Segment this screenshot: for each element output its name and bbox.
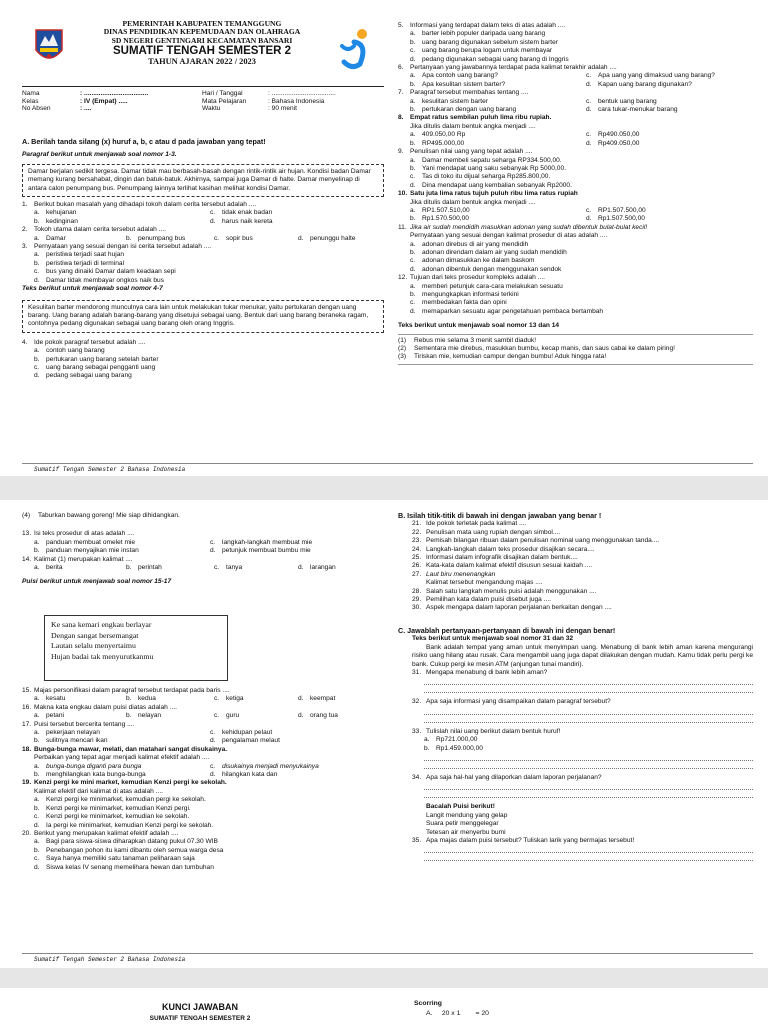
- option[interactable]: bentuk uang barang: [598, 97, 657, 105]
- question-3: 3. Pernyataan yang sesuai dengan isi cerita tersebut adalah ....: [22, 243, 212, 251]
- q17-options: a. pekerjaan nelayan c. kehidupan pelaut b. sulitnya mencari ikan d. pengalaman melaut: [22, 729, 384, 746]
- question-13: 13. Isi teks prosedur di atas adalah ....: [22, 530, 135, 538]
- question-6: 6. Pertanyaan yang jawabannya terdapat pada kalimat terakhir adalah ....: [398, 64, 617, 72]
- header-line2: DINAS PENDIDIKAN KEPEMUDAAN DAN OLAHRAGA: [103, 27, 301, 37]
- poem-scroll: [44, 615, 228, 681]
- poem2-line: Tetesan air menyerbu bumi: [426, 828, 506, 836]
- option[interactable]: b. mengungkapkan informasi terkini: [410, 291, 519, 298]
- option[interactable]: d. memaparkan sesuatu agar pengetahuan pembaca bertambah: [410, 307, 604, 315]
- option[interactable]: pekerjaan nelayan: [46, 729, 100, 737]
- step-item: (2) Sementara mie direbus, masukkan bumbu, kecap manis, dan saus cabai ke dalam piring!: [398, 345, 675, 353]
- question-20: 20. Berikut yang merupakan kalimat efektif adalah ....: [22, 829, 179, 837]
- option: a. Rp721.000,00: [424, 736, 478, 744]
- poem-title: Puisi berikut untuk menjawab soal nomor 15-17: [22, 578, 172, 586]
- label-kelas: Kelas: [22, 97, 39, 105]
- poem2-title: Bacalah Puisi berikut!: [426, 803, 495, 811]
- footer-divider: [22, 953, 753, 954]
- fill-item: 29. Pemilihan kata dalam puisi disebut juga ....: [412, 596, 551, 604]
- option[interactable]: Damar: [46, 234, 66, 242]
- question-16: 16. Makna kata engkau dalam puisi diatas adalah ....: [22, 703, 177, 711]
- poem2-line: Suara petir menggelegar: [426, 820, 499, 828]
- option[interactable]: hilangkan kata dan: [222, 771, 278, 779]
- field-hari[interactable]: : ...................................: [268, 90, 336, 97]
- procedure-steps: [398, 334, 753, 365]
- q14-options: a. berita b. perintah c. tanya d. larangan: [22, 564, 384, 572]
- page2-left-column: [22, 512, 384, 587]
- section-b-list: [398, 520, 753, 612]
- poem2-line: Langit mendung yang gelap: [426, 811, 508, 819]
- poem2: [412, 803, 753, 837]
- temanggung-crest-icon: [34, 26, 64, 66]
- option[interactable]: kedinginan: [46, 217, 78, 225]
- option[interactable]: petunjuk membuat bumbu mie: [222, 547, 311, 555]
- question-12: 12. Tujuan dari teks prosedur kompleks adalah ....: [398, 274, 545, 282]
- section-c-heading: C. Jawablah pertanyaan-pertanyaan di bawah ini dengan benar!: [398, 625, 616, 635]
- option[interactable]: c. Kenzi pergi ke minimarket, kemudian ke sekolah.: [34, 813, 190, 821]
- letterhead: [22, 20, 384, 84]
- question-9: 9. Penulisan nilai uang yang tepat adalah ....: [398, 148, 533, 156]
- option[interactable]: larangan: [310, 564, 336, 572]
- option[interactable]: d. Dina mendapat uang kembalian sebanyak Rp2000.: [410, 181, 572, 189]
- option[interactable]: d. pedang digunakan sebagai uang barang di Inggris: [410, 55, 569, 63]
- option[interactable]: b. pertukaran uang barang setelah barter: [34, 355, 159, 363]
- field-mapel: : Bahasa Indonesia: [268, 97, 325, 105]
- option[interactable]: kesulitan sistem barter: [422, 97, 488, 105]
- option[interactable]: cara tukar-menukar barang: [598, 106, 678, 114]
- page-gap: [0, 968, 768, 988]
- question-1: 1. Berikut bukan masalah yang dihadapi tokoh dalam cerita tersebut adalah ....: [22, 201, 257, 209]
- scoring-a: A. 20 x 1 = 20: [426, 1010, 489, 1017]
- question-10: 10. Satu juta lima ratus tujuh puluh ribu lima ratus rupiah: [398, 190, 578, 198]
- q6-options: a. Apa contoh uang barang? c. Apa uang yang dimaksud uang barang? b. Apa kesulitan sistem barter? d. Kapan uang barang digunakan?: [398, 72, 753, 89]
- option[interactable]: a. contoh uang barang: [34, 347, 105, 355]
- field-absen[interactable]: : ....: [80, 105, 92, 113]
- option[interactable]: b. Penebangan pohon itu kami dibantu oleh semua warga desa: [34, 846, 224, 854]
- option[interactable]: c. adonan dimasukkan ke dalam baskom: [410, 257, 535, 265]
- option[interactable]: pengalaman melaut: [222, 737, 280, 745]
- option[interactable]: d. pedang sebagai uang barang: [34, 372, 132, 380]
- letterhead-text: [62, 20, 342, 67]
- option[interactable]: nelayan: [138, 712, 162, 720]
- option[interactable]: Apa uang yang dimaksud uang barang?: [598, 72, 715, 80]
- text31-paragraph: Bank adalah tempat yang aman untuk menyimpan uang. Menabung di bank lebih aman karena mengurangi risiko uang hilang atau rusak. Cara mengambil uang juga dapat dilakukan dengan mudah. Kamu tidak perlu pergi ke bank. Cukup pergi ke mesin ATM (anjungan tunai mandiri).: [412, 643, 753, 668]
- option[interactable]: c. uang barang sebagai pengganti uang: [34, 363, 156, 371]
- option[interactable]: Apa contoh uang barang?: [422, 72, 498, 80]
- option[interactable]: Rp409.050,00: [598, 139, 640, 147]
- label-nama: Nama: [22, 90, 40, 97]
- option[interactable]: panduan menyajikan mie instan: [46, 547, 139, 555]
- footer-divider: [22, 463, 753, 464]
- option: b. Rp1.459.000,00: [424, 744, 483, 752]
- fill-item: 30. Aspek mengapa dalam laporan perjalanan berkaitan dengan ....: [412, 604, 612, 612]
- option[interactable]: tanya: [226, 564, 243, 572]
- option[interactable]: menghilangkan kata bunga-bunga: [46, 771, 146, 779]
- q18-options: a. bunga-bunga diganti para bunga c. disukainya menjadi menyukainya b. menghilangkan kata bunga-bunga d. hilangkan kata dan: [22, 763, 384, 780]
- question-34: 34. Apa saja hal-hal yang dilaporkan dalam laporan perjalanan?: [412, 773, 602, 781]
- option[interactable]: c. Tas di toko itu dijual seharga Rp285.800,00.: [410, 173, 551, 181]
- option[interactable]: Rp1.570.500,00: [422, 215, 469, 223]
- option[interactable]: a. Bagi para siswa-siswa diharapkan datang pukul 07.30 WIB: [34, 838, 218, 846]
- option[interactable]: berita: [46, 564, 63, 572]
- option[interactable]: langkah-langkah membuat mie: [222, 538, 313, 546]
- option[interactable]: c. membedakan fakta dan opini: [410, 299, 507, 307]
- question-7: 7. Paragraf tersebut membahas tentang ....: [398, 89, 529, 97]
- option[interactable]: tidak enak badan: [222, 209, 273, 217]
- page-gap: [0, 476, 768, 500]
- academic-year: TAHUN AJARAN 2022 / 2023: [148, 57, 256, 67]
- step-item: (1) Rebus mie selama 3 menit sambil diaduk!: [398, 336, 537, 344]
- para2-box: Kesulitan barter mendorong munculnya cara lain untuk melakukan tukar menukar, yaitu pertukaran dengan uang barang. Uang barang adalah barang-barang yang disetujui sebagai uang. Bentuk dari uang barang beraneka ragam, contohnya pedang digunakan sebagai uang barang oleh orang Inggris.: [22, 300, 384, 333]
- option[interactable]: sulitnya mencari ikan: [46, 737, 108, 745]
- poem-line: Lautan selalu menyertaimu: [51, 641, 136, 650]
- fill-item: Kalimat tersebut mengandung majas ....: [426, 579, 543, 587]
- option[interactable]: kedua: [138, 695, 156, 703]
- option[interactable]: a. memberi petunjuk cara-cara melakukan sesuatu: [410, 282, 563, 290]
- option[interactable]: d. adonan dibentuk dengan menggunakan sendok: [410, 265, 562, 273]
- option[interactable]: penumpang bus: [138, 234, 186, 242]
- text13-title: Teks berikut untuk menjawab soal nomor 13 dan 14: [398, 322, 560, 330]
- option[interactable]: c. Saya hanya memiliki satu tanaman peliharaan saja: [34, 855, 195, 863]
- footer-text: Sumatif Tengah Semester 2 Bahasa Indonesia: [34, 466, 186, 473]
- option[interactable]: Rp1.507.500,00: [598, 215, 645, 223]
- question-4: 4. Ide pokok paragraf tersebut adalah ....: [22, 338, 146, 346]
- option[interactable]: b. peristiwa terjadi di terminal: [34, 259, 125, 267]
- q10-options: a. RP1.507.510,00 c. RP1.507.500,00 b. Rp1.570.500,00 d. Rp1.507.500,00: [398, 207, 753, 224]
- answer-line[interactable]: [424, 845, 753, 853]
- answer-line[interactable]: [424, 761, 753, 769]
- option[interactable]: orang tua: [310, 712, 338, 720]
- option[interactable]: a. adonan direbus di air yang mendidih: [410, 240, 529, 248]
- q18-subtext: Perbaikan yang tepat agar menjadi kalimat efektif adalah ....: [34, 754, 210, 762]
- answer-line[interactable]: [424, 790, 753, 798]
- option[interactable]: bunga-bunga diganti para bunga: [46, 762, 142, 770]
- question-8: 8. Empat ratus sembilan puluh lima ribu rupiah.: [398, 114, 552, 122]
- option[interactable]: kesatu: [46, 695, 66, 703]
- answer-line[interactable]: [424, 853, 753, 861]
- option[interactable]: a. barter lebih populer daripada uang barang: [410, 30, 546, 38]
- header-divider: [22, 86, 384, 87]
- section-b-heading: B. Isilah titik-titik di bawah ini dengan jawaban yang benar !: [398, 511, 602, 520]
- option[interactable]: d. Damar tidak membayar ongkos naik bus: [34, 276, 165, 284]
- q11-subtext: Pernyataan yang sesuai dengan kalimat prosedur di atas adalah ....: [410, 232, 608, 240]
- option[interactable]: Rp490.050,00: [598, 131, 640, 139]
- option[interactable]: b. uang barang digunakan sebelum sistem barter: [410, 38, 558, 46]
- option[interactable]: b. Yani mendapat uang saku sebanyak Rp 5000,00.: [410, 164, 566, 172]
- page1-right-column: [398, 22, 753, 365]
- question-2: 2. Tokoh utama dalam cerita tersebut adalah ....: [22, 226, 166, 234]
- step-item: (4) Taburkan bawang goreng! Mie siap dihidangkan.: [22, 512, 180, 519]
- option[interactable]: RP1.507.510,00: [422, 206, 470, 214]
- page-1: [0, 0, 768, 473]
- exam-title: SUMATIF TENGAH SEMESTER 2: [112, 45, 292, 58]
- option[interactable]: b. adonan direndam dalam air yang sudah mendidih: [410, 248, 567, 256]
- option[interactable]: RP495.000,00: [422, 139, 465, 147]
- page2-left-column-b: [22, 687, 384, 872]
- page-3: [0, 988, 768, 1024]
- question-35: 35. Apa majas dalam puisi tersebut? Tuliskan larik yang bermajas tersebut!: [412, 836, 635, 844]
- answer-line[interactable]: [424, 685, 753, 693]
- answer-line[interactable]: [424, 707, 753, 715]
- option[interactable]: c. uang barang berupa logam untuk membayar: [410, 47, 553, 55]
- poem-line: Hujan badai tak menyurutkanmu: [51, 651, 154, 661]
- student-info: [22, 90, 384, 113]
- q7-options: a. kesulitan sistem barter c. bentuk uang barang b. pertukaran dengan uang barang d. cara tukar-menukar barang: [398, 98, 753, 115]
- option[interactable]: c. bus yang dinaiki Damar dalam keadaan sepi: [34, 268, 176, 276]
- option[interactable]: d. Ia pergi ke minimarket, kemudian Kenzi pergi ke sekolah.: [34, 821, 214, 829]
- fill-item: 23. Pemisah bilangan ribuan dalam penulisan nominal uang menggunakan tanda....: [412, 537, 660, 545]
- option[interactable]: perintah: [138, 564, 162, 572]
- option[interactable]: b. Kenzi pergi ke minimarket, kemudian Kenzi pergi.: [34, 804, 191, 812]
- header-line1: PEMERINTAH KABUPATEN TEMANGGUNG: [122, 19, 282, 28]
- question-14: 14. Kalimat (1) merupakan kalimat ....: [22, 555, 133, 563]
- fill-item: 22. Penulisan mata uang rupiah dengan simbol....: [412, 528, 561, 536]
- answer-key-subtitle: SUMATIF TENGAH SEMESTER 2: [149, 1015, 251, 1022]
- question-5: 5. Informasi yang terdapat dalam teks di atas adalah ....: [398, 22, 566, 29]
- option[interactable]: disukainya menjadi menyukainya: [222, 762, 319, 770]
- q16-options: a. petani b. nelayan c. guru d. orang tua: [22, 712, 384, 720]
- option[interactable]: panduan membuat omelet mie: [46, 538, 136, 546]
- answer-line[interactable]: [424, 677, 753, 685]
- poem-line: Ke sana kemari engkau berlayar: [51, 620, 152, 629]
- option[interactable]: pertukaran dengan uang barang: [422, 106, 517, 114]
- step-item: (3) Tiriskan mie, kemudian campur dengan bumbu! Aduk hingga rata!: [398, 353, 607, 361]
- answer-line[interactable]: [424, 782, 753, 790]
- option[interactable]: kehujanan: [46, 209, 77, 217]
- question-18: 18. Bunga-bunga mawar, melati, dan matahari sangat disukainya.: [22, 745, 228, 753]
- option[interactable]: d. Siswa kelas IV senang memelihara hewan dan tumbuhan: [34, 863, 214, 871]
- para2-title: Teks berikut untuk menjawab soal nomor 4-7: [22, 285, 163, 293]
- fill-item: 21. Ide pokok terletak pada kalimat ....: [412, 520, 527, 528]
- label-mapel: Mata Pelajaran: [202, 97, 247, 105]
- option[interactable]: RP1.507.500,00: [598, 206, 646, 214]
- option[interactable]: a. Kenzi pergi ke minimarket, kemudian pergi ke sekolah.: [34, 796, 206, 804]
- answer-line[interactable]: [424, 753, 753, 761]
- page1-left-column: [22, 138, 384, 381]
- q10-subtext: Jika ditulis dalam bentuk angka menjadi ....: [410, 198, 536, 206]
- label-hari: Hari / Tanggal: [202, 90, 243, 97]
- fill-item: 25. Informasi dalam infografik disajikan dalam bentuk....: [412, 554, 578, 562]
- option[interactable]: a. peristiwa terjadi saat hujan: [34, 251, 125, 259]
- option[interactable]: penunggu halte: [310, 234, 356, 242]
- q1-options: a. kehujanan c. tidak enak badan b. kedinginan d. harus naik kereta: [22, 209, 384, 226]
- option[interactable]: kehidupan pelaut: [222, 729, 273, 737]
- option[interactable]: a. Damar membeli sepatu seharga RP334.500,00.: [410, 156, 562, 164]
- option[interactable]: sopir bus: [226, 234, 253, 242]
- question-19: 19. Kenzi pergi ke mini market, kemudian Kenzi pergi ke sekolah.: [22, 779, 227, 787]
- para1-box: Damar berjalan sedikit tergesa. Damar tidak mau berbasah-basah dengan rintik-rintik air hujan. Kondisi badan Damar memang kurang bersahabat, dingin dan batuk-batuk. Akhirnya, sampai juga Damar di halte. Damar menyelinap di antara calon penumpang bus. Penumpang lainnya terlihat kasihan melihat kondisi Damar.: [22, 164, 384, 197]
- label-absen: No Absen: [22, 105, 51, 113]
- section-a-heading: A. Berilah tanda silang (x) huruf a, b, c atau d pada jawaban yang tepat!: [22, 137, 266, 146]
- q2-options: a. Damar b. penumpang bus c. sopir bus d. penunggu halte: [22, 235, 384, 243]
- option[interactable]: petani: [46, 712, 64, 720]
- answer-key-title: KUNCI JAWABAN: [161, 1002, 238, 1012]
- option[interactable]: guru: [226, 712, 240, 720]
- q8-options: a. 409.050,00 Rp c. Rp490.050,00 b. RP495.000,00 d. Rp409.050,00: [398, 131, 753, 148]
- section-c-list: [398, 669, 753, 861]
- option[interactable]: harus naik kereta: [222, 217, 273, 225]
- q15-options: a. kesatu b. kedua c. ketiga d. keempat: [22, 695, 384, 703]
- field-kelas: : IV (Empat) .....: [80, 97, 128, 105]
- page-2: [0, 500, 768, 968]
- fill-item: 24. Langkah-langkah dalam teks prosedur disajikan secara....: [412, 545, 595, 553]
- poem-line: Dengan sangat bersemangat: [51, 630, 139, 640]
- question-17: 17. Puisi tersebut bercerita tentang ....: [22, 720, 135, 728]
- option[interactable]: ketiga: [226, 695, 244, 703]
- q19-subtext: Kalimat efektif dari kalimat di atas adalah ....: [34, 787, 164, 795]
- q8-subtext: Jika ditulis dalam bentuk angka menjadi ....: [410, 122, 536, 130]
- fill-item: 28. Salah satu langkah menulis puisi adalah menggunakan ....: [412, 587, 597, 595]
- question-31: 31. Mengapa menabung di bank lebih aman?: [412, 668, 548, 676]
- question-11: 11. Jika air sudah mendidih masukkan adonan yang sudah dibentuk bulat-bulat kecil!: [398, 223, 648, 231]
- para1-title: Paragraf berikut untuk menjawab soal nomor 1-3.: [22, 151, 177, 159]
- fill-item: 26. Kata-kata dalam kalimat efektif disusun sesuai kaidah ....: [412, 562, 593, 570]
- option[interactable]: 409.050,00 Rp: [422, 131, 466, 139]
- q13-options: a. panduan membuat omelet mie c. langkah-langkah membuat mie b. panduan menyajikan mie instan d. petunjuk membuat bumbu mie: [22, 539, 384, 556]
- question-32: 32. Apa saja informasi yang disampaikan dalam paragraf tersebut?: [412, 698, 611, 706]
- answer-line[interactable]: [424, 715, 753, 723]
- question-15: 15. Majas personifikasi dalam paragraf tersebut terdapat pada baris ....: [22, 687, 230, 694]
- fill-item: 27. Laut biru menenangkan: [412, 570, 496, 578]
- option[interactable]: Kapan uang barang digunakan?: [598, 80, 692, 88]
- text31-title: Teks berikut untuk menjawab soal nomor 31 dan 32: [412, 635, 574, 643]
- label-waktu: Waktu: [202, 105, 221, 113]
- question-33: 33. Tulislah nilai uang berikut dalam bentuk huruf!: [412, 727, 561, 735]
- option[interactable]: Apa kesulitan sistem barter?: [422, 80, 506, 88]
- page2-right-column: [398, 512, 753, 861]
- field-nama[interactable]: : ...................................: [80, 90, 149, 97]
- scoring-title: Scorring: [414, 1000, 442, 1007]
- footer-text: Sumatif Tengah Semester 2 Bahasa Indonesia: [34, 956, 186, 963]
- header-line3: SD NEGERI GENTINGARI KECAMATAN BANSARI: [111, 35, 293, 45]
- field-waktu: : 90 menit: [268, 105, 297, 113]
- option[interactable]: keempat: [310, 695, 336, 703]
- school-logo-icon: [334, 26, 378, 70]
